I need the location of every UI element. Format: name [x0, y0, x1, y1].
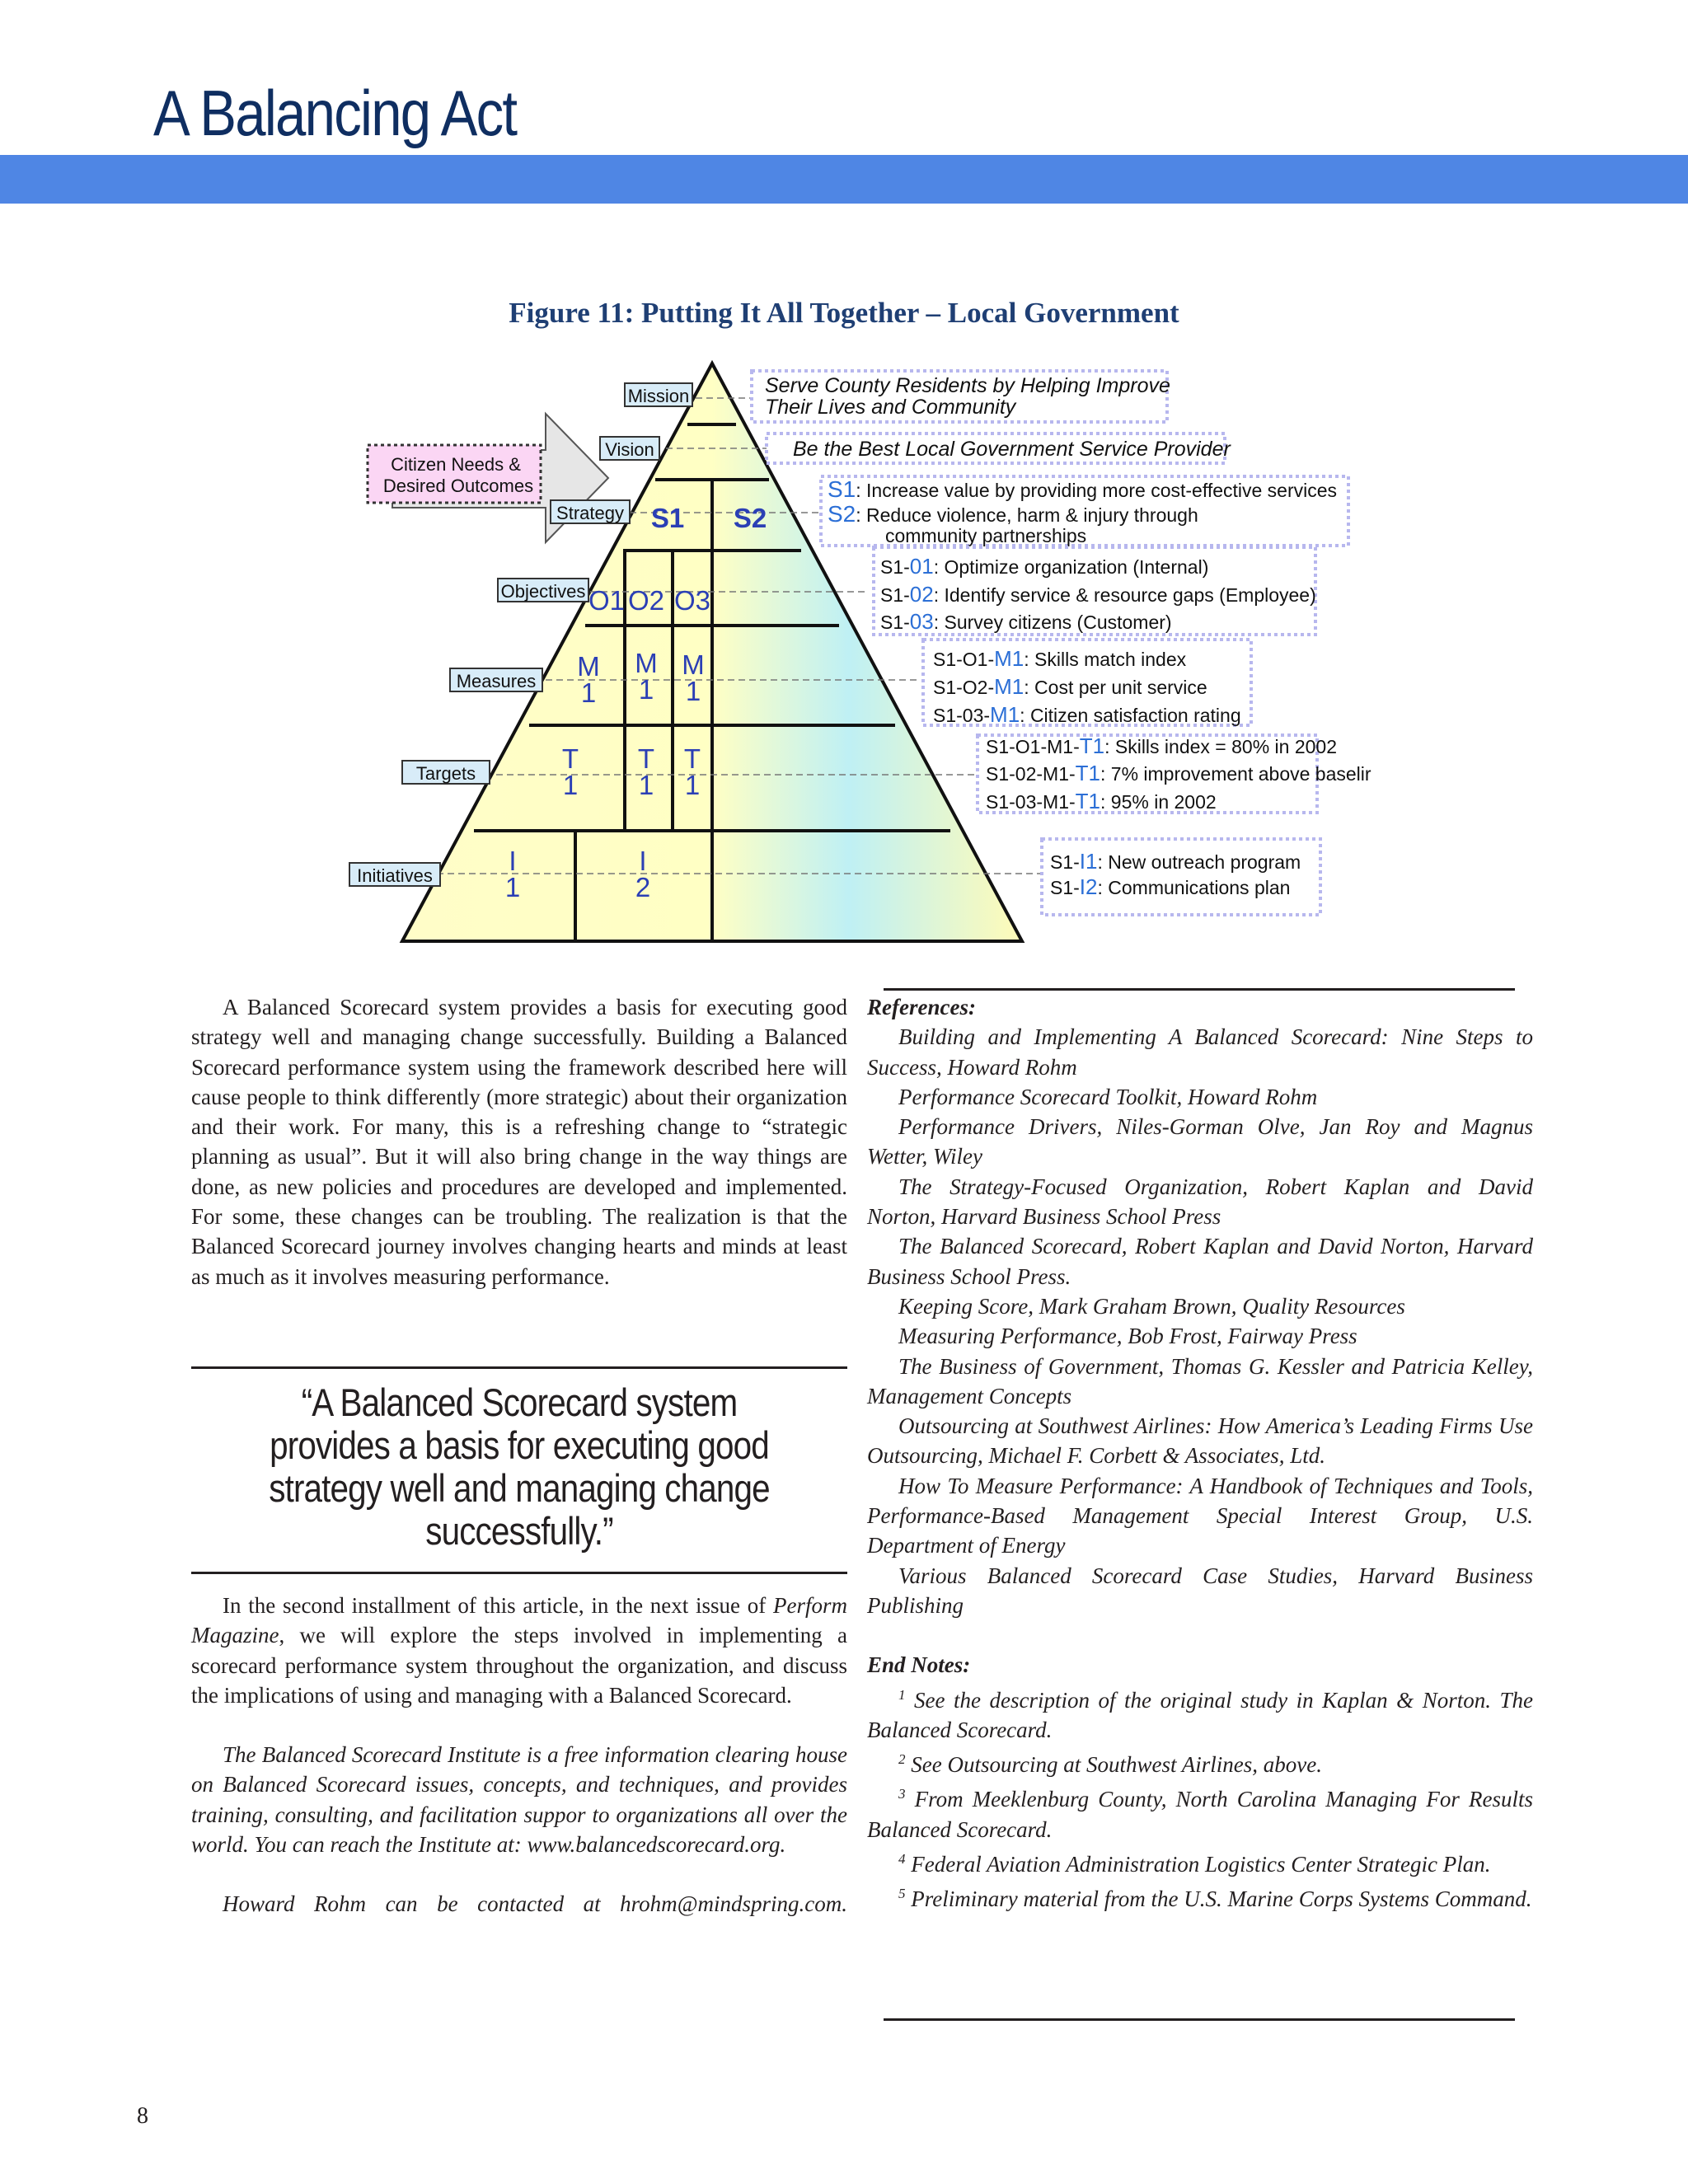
objective-line-2 — [880, 582, 1316, 607]
measure-line-1 — [933, 646, 1187, 671]
endnote-number: 4 — [898, 1851, 906, 1868]
reference-item: How To Measure Performance: A Handbook of Techniques and Tools, Performance-Based Management Special Interest Group, U.S. Department of Energy — [867, 1473, 1533, 1558]
code-t1-b-num: 1 — [638, 770, 654, 800]
code-i1-num: 1 — [504, 872, 521, 902]
endnote-number: 5 — [898, 1886, 906, 1902]
reference-item: Performance Drivers, Niles-Gorman Olve, Jan Roy and Magnus Wetter, Wiley — [867, 1114, 1533, 1169]
label-targets: Targets — [415, 763, 476, 784]
target-code: T1 — [1075, 789, 1100, 813]
endnote-item — [867, 1745, 1533, 1779]
endnote-text: Federal Aviation Administration Logistics Center Strategic Plan. — [905, 1852, 1491, 1877]
reference-item: Performance Scorecard Toolkit, Howard Rohm — [898, 1084, 1318, 1109]
measure-prefix: S1-03- — [933, 705, 991, 726]
inputs-line2: Desired Outcomes — [382, 476, 534, 496]
endnote-text: Preliminary material from the U.S. Marine Corps Systems Command. — [905, 1886, 1532, 1912]
magazine-title: Perform Magazine — [191, 1593, 847, 1648]
code-t1-a: T — [561, 743, 579, 774]
code-o3: O3 — [673, 585, 711, 616]
initiative-prefix: S1- — [1050, 851, 1080, 873]
reference-item: Various Balanced Scorecard Case Studies, Harvard Business Publishing — [867, 1563, 1533, 1618]
objective-text: : Identify service & resource gaps (Employee) — [933, 584, 1316, 606]
figure-caption: Figure 11: Putting It All Together – Local Government — [509, 297, 1179, 329]
measure-text: : Cost per unit service — [1024, 677, 1207, 698]
body-paragraph-2-a: In the second installment of this article, in the next issue of — [223, 1593, 773, 1618]
target-prefix: S1-03-M1- — [986, 791, 1076, 813]
endnote-text: From Meeklenburg County, North Carolina Managing For Results Balanced Scorecard. — [867, 1787, 1533, 1842]
institute-paragraph: The Balanced Scorecard Institute is a free information clearing house on Balanced Scorecard issues, concepts, and techniques, and provides training, consulting, and facilitation suppor to organizations all over the world. You can reach the Institute at: www.balancedscorecard.org. — [191, 1742, 847, 1858]
objective-prefix: S1- — [880, 556, 910, 578]
reference-item: The Business of Government, Thomas G. Kessler and Patricia Kelley, Management Concepts — [867, 1353, 1533, 1408]
reference-item: Keeping Score, Mark Graham Brown, Quality Resources — [898, 1293, 1405, 1319]
mission-text-1: Serve County Residents by Helping Improve — [765, 374, 1170, 397]
initiative-line-1 — [1050, 849, 1301, 874]
mission-text-2: Their Lives and Community — [765, 396, 1016, 419]
contact-paragraph: Howard Rohm can be contacted at hrohm@mindspring.com. — [223, 1891, 847, 1917]
measure-text: : Citizen satisfaction rating — [1020, 705, 1241, 726]
measure-prefix: S1-O1- — [933, 649, 995, 670]
references-heading: References: — [867, 995, 976, 1019]
code-m1-b-num: 1 — [638, 674, 654, 705]
strategy-s2-text2: community partnerships — [885, 525, 1087, 546]
code-m1-c: M — [682, 649, 705, 680]
code-t1-c: T — [683, 743, 701, 774]
body-column-left-lower — [191, 1591, 847, 1919]
code-t1-c-num: 1 — [684, 770, 701, 800]
objective-line-3 — [880, 609, 1172, 634]
reference-item: The Balanced Scorecard, Robert Kaplan and David Norton, Harvard Business School Press. — [867, 1234, 1533, 1289]
page-title: A Balancing Act — [153, 77, 517, 149]
body-paragraph-2 — [191, 1591, 847, 1710]
references-rule-top — [884, 988, 1515, 991]
target-line-2 — [986, 761, 1372, 785]
label-strategy: Strategy — [556, 503, 624, 523]
objective-code: 03 — [909, 609, 934, 634]
pullquote-rule-bottom — [191, 1572, 847, 1574]
objective-text: : Survey citizens (Customer) — [933, 612, 1172, 633]
code-m1-a: M — [577, 651, 600, 682]
endnote-number: 1 — [898, 1686, 906, 1703]
body-paragraph-1: A Balanced Scorecard system provides a basis for executing good strategy well and managing change successfully. Building a Balanced Scorecard performance system using the framework described here will cause people to think differently (more strategic) about their organization and their work. For many, this is a refreshing change to “strategic planning as usual”. But it will also bring change in the way things are done, as new policies and procedures are developed and implemented. For some, these changes can be troubling. The realization is that the Balanced Scorecard journey involves changing hearts and minds at least as much as it involves measuring performance. — [191, 995, 847, 1289]
strategy-s2-text: : Reduce violence, harm & injury through — [856, 504, 1198, 526]
code-t1-b: T — [637, 743, 655, 774]
vision-text: Be the Best Local Government Service Provider — [793, 438, 1231, 461]
endnote-item — [867, 1680, 1533, 1746]
initiative-text: : New outreach program — [1097, 851, 1301, 873]
target-line-3 — [986, 789, 1217, 813]
reference-item: Outsourcing at Southwest Airlines: How America’s Leading Firms Use Outsourcing, Michael F. Corbett & Associates, Ltd. — [867, 1413, 1533, 1469]
strategy-s1-line — [828, 476, 1337, 502]
endnote-text: See the description of the original study in Kaplan & Norton. The Balanced Scorecard. — [867, 1687, 1533, 1742]
code-i2-num: 2 — [635, 872, 651, 902]
code-s1: S1 — [650, 503, 685, 533]
page-number: 8 — [137, 2103, 148, 2129]
pyramid-figure — [0, 346, 1688, 956]
target-prefix: S1-02-M1- — [986, 763, 1076, 785]
pullquote: “A Balanced Scorecard system provides a basis for executing good strategy well and managing change successfully.” — [269, 1380, 770, 1553]
measure-text: : Skills match index — [1024, 649, 1187, 670]
label-initiatives: Initiatives — [357, 865, 433, 886]
endnotes-heading: End Notes: — [867, 1652, 971, 1678]
body-paragraph-2-b: , we will explore the steps involved in implementing a scorecard performance system throughout the organization, and discuss the implications of using and managing with a Balanced Scorecard. — [191, 1623, 847, 1708]
reference-item: The Strategy-Focused Organization, Robert Kaplan and David Norton, Harvard Business School Press — [867, 1174, 1533, 1230]
initiative-code: I1 — [1079, 849, 1098, 874]
strategy-s1-code: S1 — [828, 476, 856, 502]
endnote-number: 3 — [898, 1786, 906, 1802]
title-bar — [0, 155, 1688, 204]
code-t1-a-num: 1 — [562, 770, 579, 800]
measure-prefix: S1-O2- — [933, 677, 995, 698]
code-m1-a-num: 1 — [580, 677, 597, 708]
initiative-prefix: S1- — [1050, 877, 1080, 898]
objective-code: 01 — [909, 554, 934, 579]
target-prefix: S1-O1-M1- — [986, 736, 1080, 757]
initiative-text: : Communications plan — [1097, 877, 1291, 898]
label-measures: Measures — [456, 671, 537, 691]
pullquote-rule-top — [191, 1366, 847, 1369]
body-column-left — [191, 992, 847, 1291]
initiative-line-2 — [1050, 874, 1290, 899]
code-i1: I — [509, 846, 517, 876]
label-vision: Vision — [605, 439, 654, 460]
objective-text: : Optimize organization (Internal) — [933, 556, 1209, 578]
label-objectives: Objectives — [500, 581, 586, 602]
endnote-item — [867, 1879, 1533, 1914]
reference-item: Building and Implementing A Balanced Scorecard: Nine Steps to Success, Howard Rohm — [867, 1024, 1533, 1080]
code-i2: I — [639, 846, 647, 876]
code-o2: O2 — [627, 585, 665, 616]
objective-line-1 — [880, 554, 1208, 579]
code-m1-c-num: 1 — [685, 676, 701, 706]
endnote-item — [867, 1844, 1533, 1879]
strategy-s1-text: : Increase value by providing more cost-effective services — [856, 480, 1338, 501]
measure-line-3 — [933, 702, 1241, 727]
endnote-text: See Outsourcing at Southwest Airlines, above. — [905, 1752, 1322, 1778]
measure-code: M1 — [994, 646, 1025, 671]
references-rule-bottom — [884, 2018, 1515, 2021]
target-code: T1 — [1079, 733, 1105, 758]
references-column — [867, 992, 1533, 1915]
target-text: : 7% improvement above baselir — [1100, 763, 1372, 785]
reference-item: Measuring Performance, Bob Frost, Fairway Press — [898, 1324, 1357, 1349]
strategy-s2-line — [828, 501, 1198, 527]
inputs-line1: Citizen Needs & — [391, 454, 521, 475]
code-m1-b: M — [635, 648, 658, 678]
endnote-item — [867, 1779, 1533, 1844]
code-o1: O1 — [588, 585, 626, 616]
endnote-number: 2 — [898, 1751, 906, 1768]
target-text: : 95% in 2002 — [1100, 791, 1217, 813]
initiative-code: I2 — [1079, 874, 1098, 899]
objective-code: 02 — [909, 582, 934, 607]
target-text: : Skills index = 80% in 2002 — [1104, 736, 1338, 757]
code-s2: S2 — [733, 503, 767, 533]
measure-code: M1 — [994, 674, 1025, 699]
target-line-1 — [986, 733, 1337, 758]
measure-code: M1 — [990, 702, 1020, 727]
target-code: T1 — [1075, 761, 1100, 785]
objective-prefix: S1- — [880, 612, 910, 633]
label-mission: Mission — [627, 386, 690, 406]
strategy-s2-code: S2 — [828, 501, 856, 527]
measure-line-2 — [933, 674, 1207, 699]
objective-prefix: S1- — [880, 584, 910, 606]
